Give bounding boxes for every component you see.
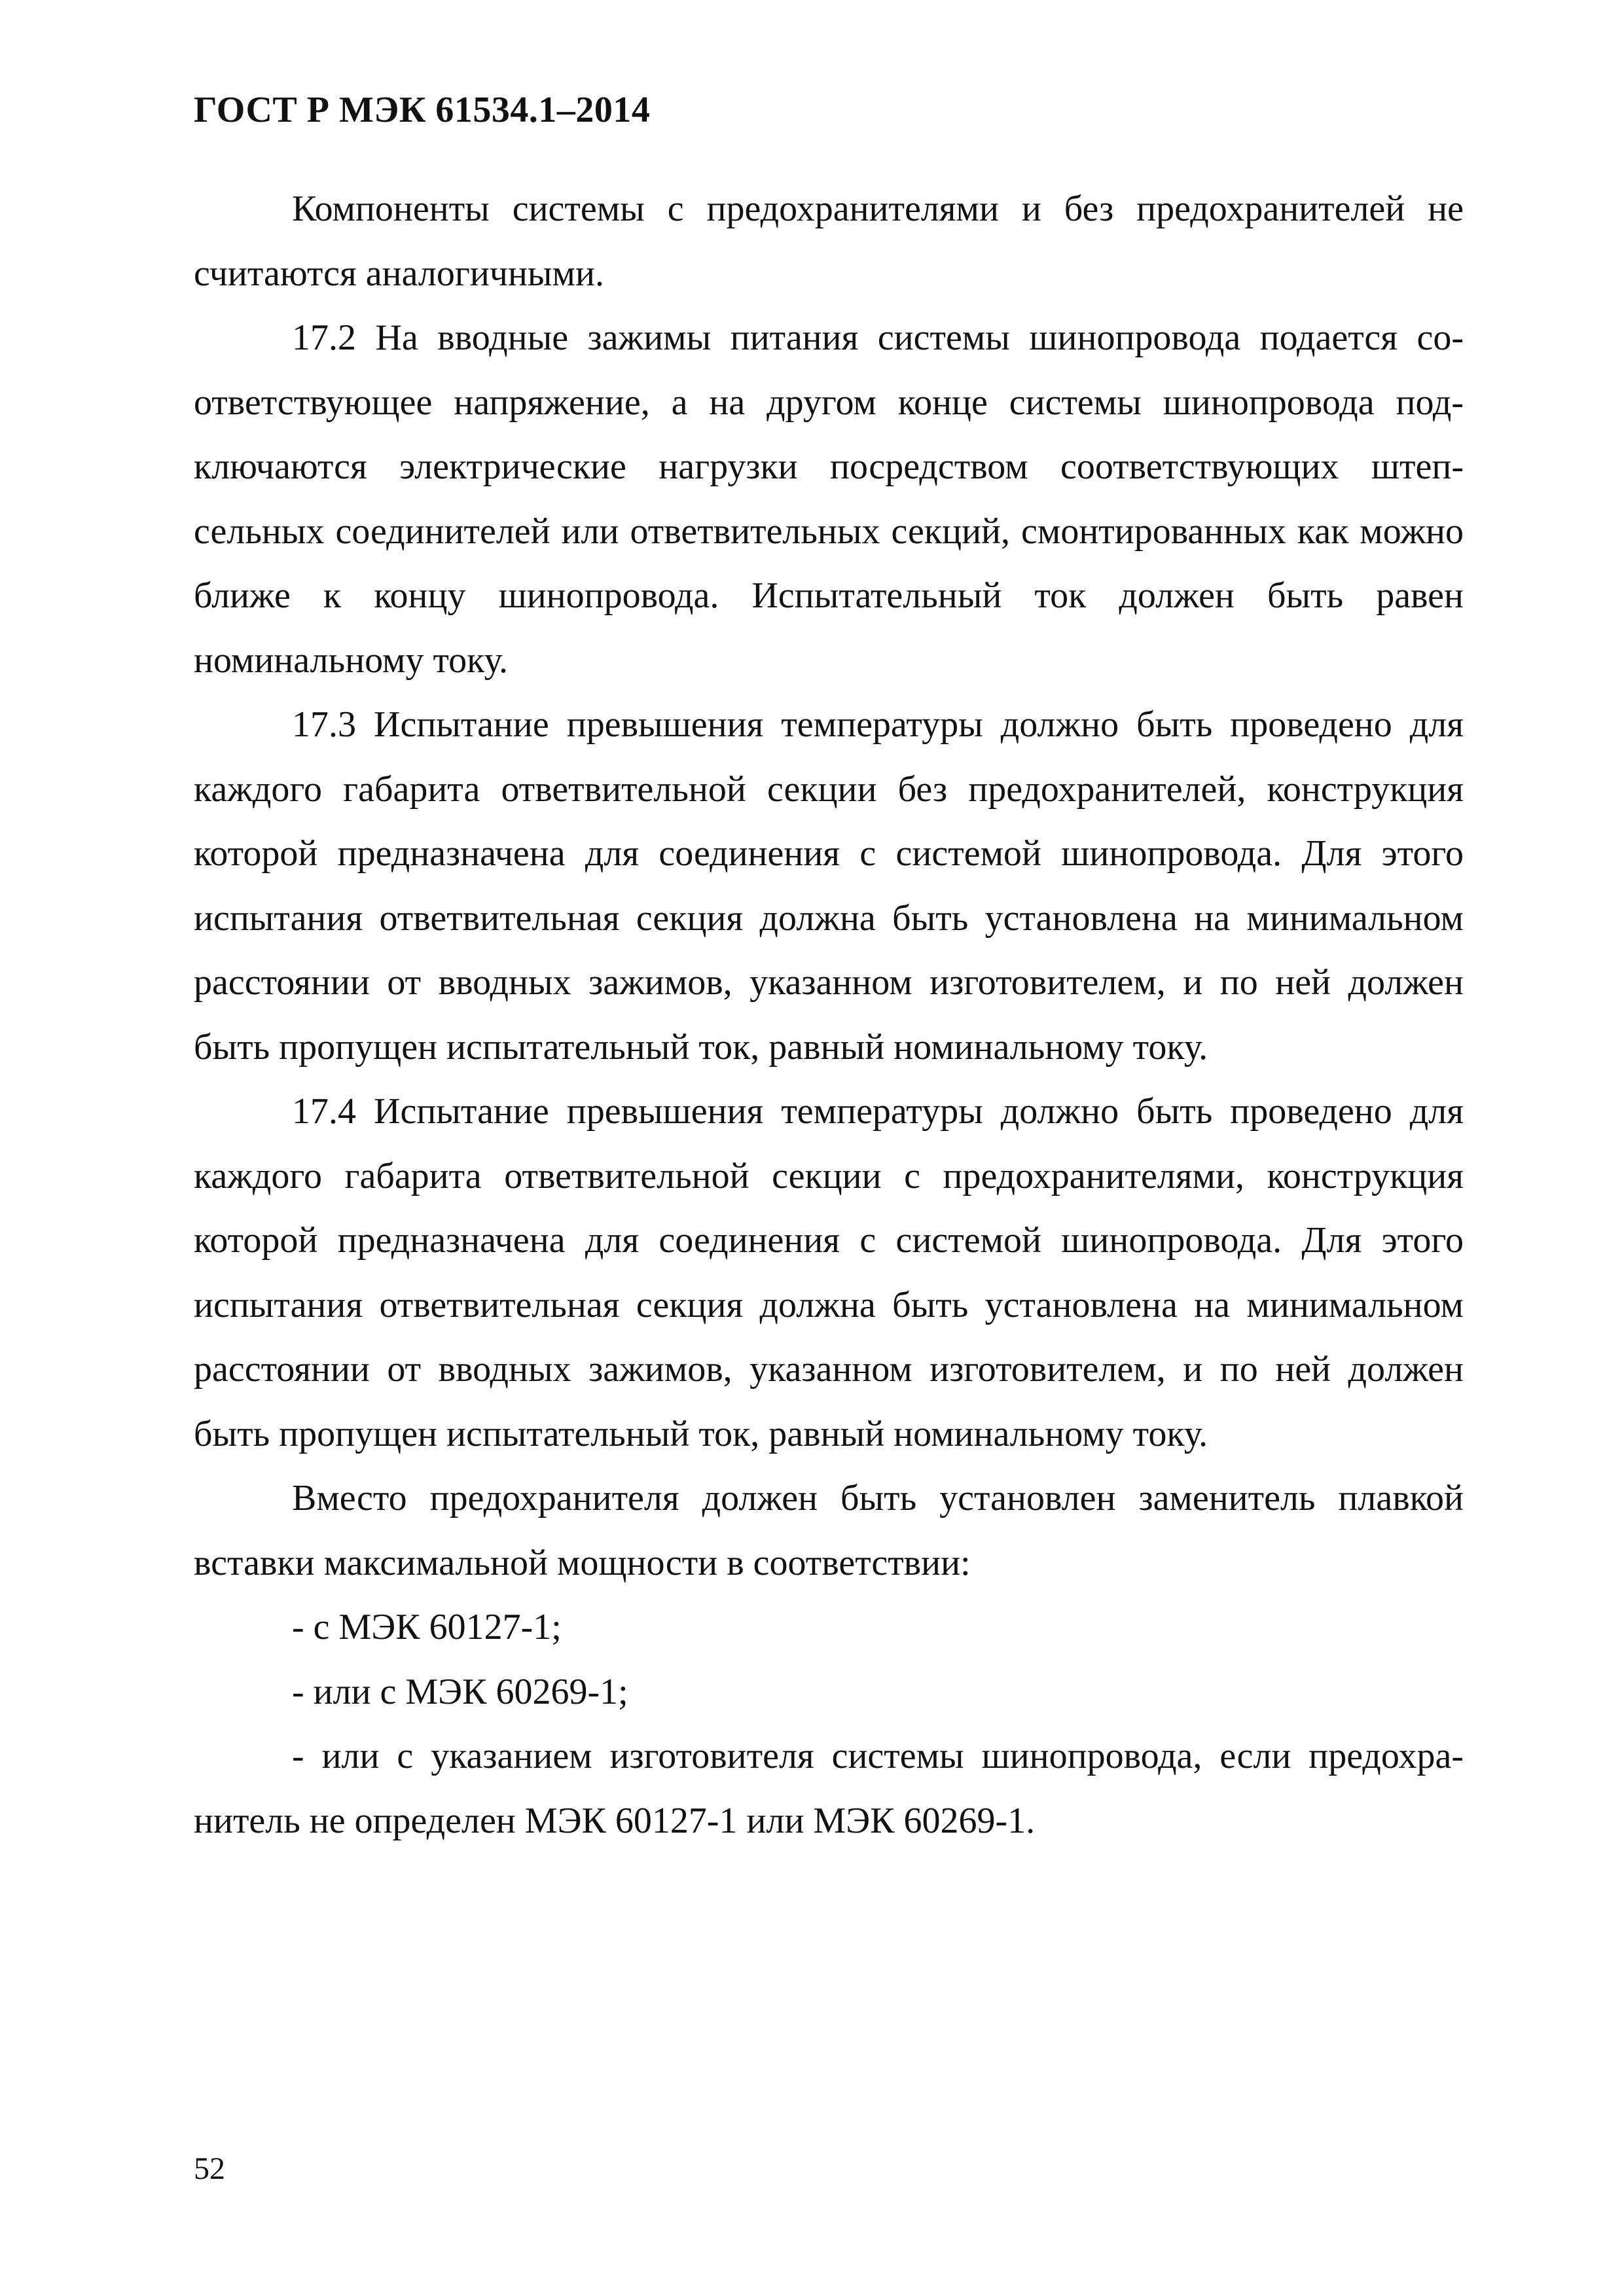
paragraph-17-3: 17.3 Испытание превышения температуры должно быть проведено для каждого габарита ответвительной секции без предохранителей, конструкция которой предназначена для соединения с системой шинопровода. Для этого испытания ответвительная секция должна быть установлена на минимальном расстоянии от вводных зажимов, указанном изготовителем, и по ней должен быть пропущен испытательный ток, равный номинальному току. [194,704,1464,1067]
list-item-iec-60269: - или с МЭК 60269-1; [292,1671,628,1712]
list-item-manufacturer: - или с указанием изготовителя системы шинопровода, если предохранитель не определен МЭК 60127-1 или МЭК 60269-1. [194,1736,1464,1841]
paragraph-fuse-components: Компоненты системы с предохранителями и без предохранителей не считаются аналогичными. [194,188,1464,294]
page-number: 52 [194,2151,225,2186]
list-item-iec-60127: - с МЭК 60127-1; [292,1607,562,1647]
paragraph-17-4: 17.4 Испытание превышения температуры должно быть проведено для каждого габарита ответвительной секции с предохранителями, конструкция которой предназначена для соединения с системой шинопровода. Для этого испытания ответвительная секция должна быть установлена на минимальном расстоянии от вводных зажимов, указанном изготовителем, и по ней должен быть пропущен испытательный ток, равный номинальному току. [194,1091,1464,1454]
document-body [194,177,1464,1853]
paragraph-fuse-substitute: Вместо предохранителя должен быть установлен заменитель плавкой вставки максимальной мощности в соответствии: [194,1478,1464,1583]
paragraph-17-2: 17.2 На вводные зажимы питания системы шинопровода подается соответствующее напряжение, а на другом конце системы шинопровода подключаются электрические нагрузки посредством соответствующих штепсельных соединителей или ответвительных секций, смонтированных как можно ближе к концу шинопровода. Испытательный ток должен быть равен номинальному току. [194,317,1464,681]
document-code-header: ГОСТ Р МЭК 61534.1–2014 [194,90,651,130]
